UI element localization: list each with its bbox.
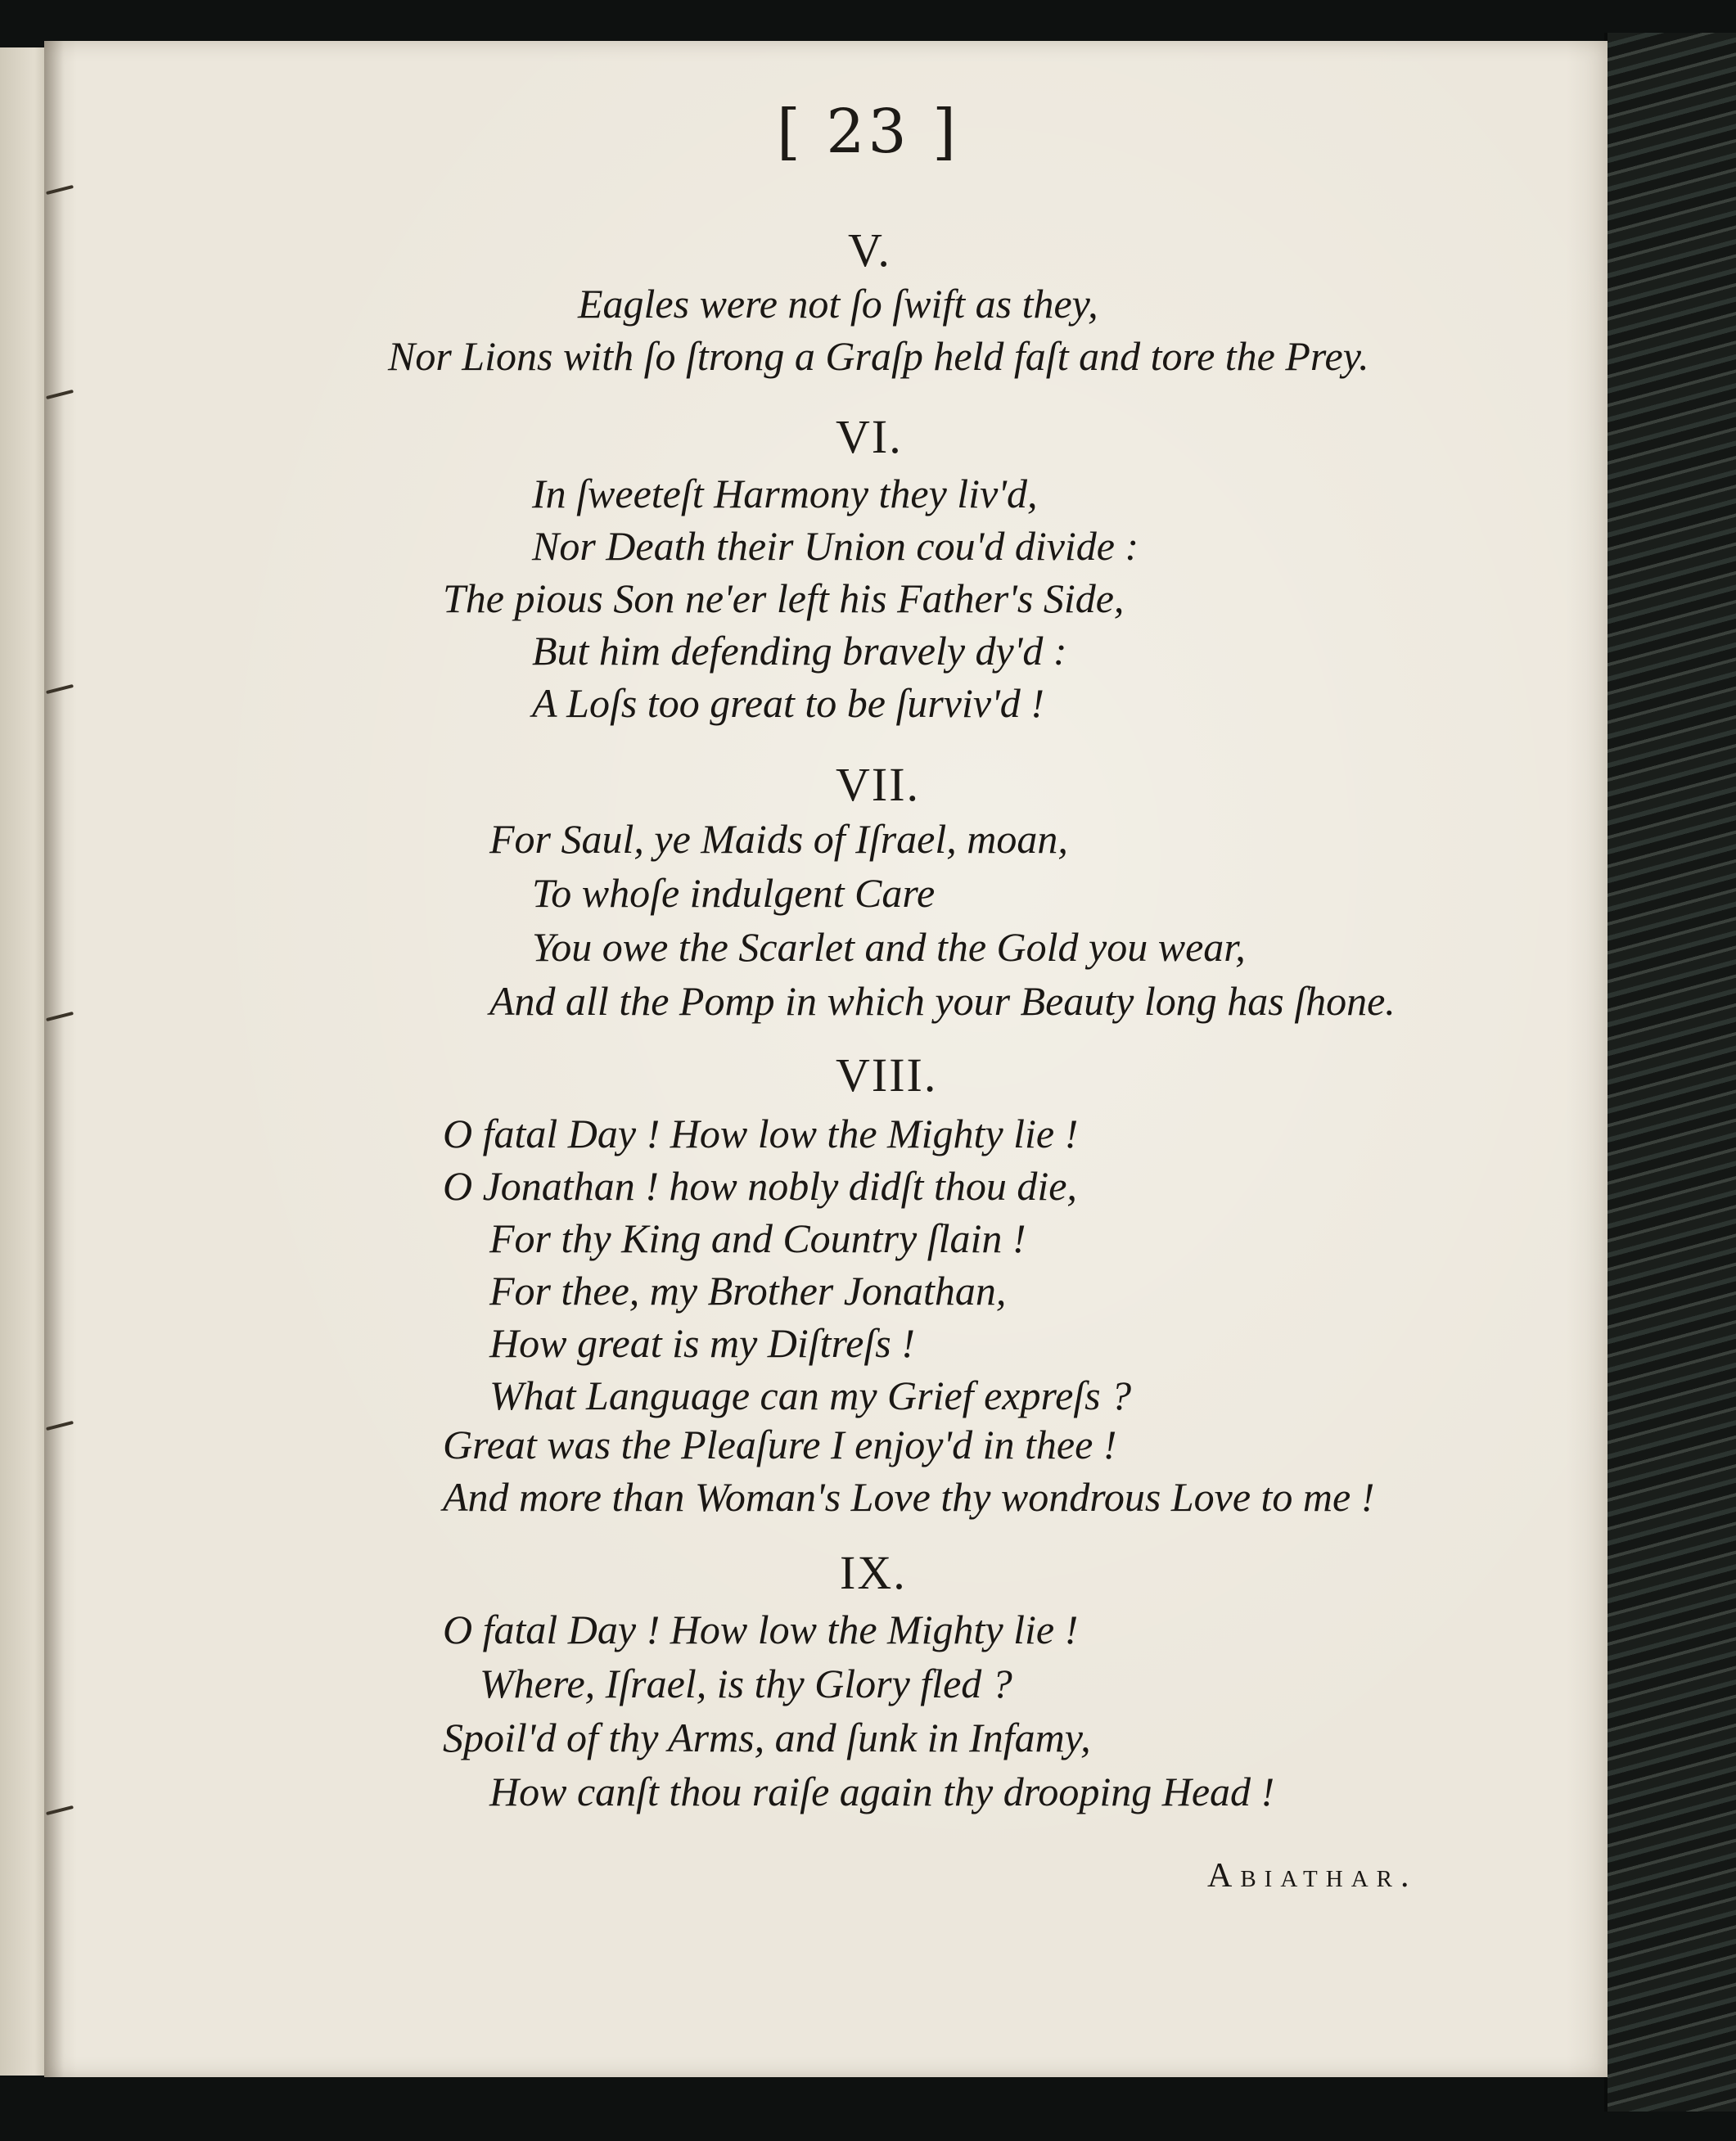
page-gutter (44, 41, 64, 2077)
verse-line: For Saul, ye Maids of Iſrael, moan, (489, 816, 1068, 862)
verse-line: And all the Pomp in which your Beauty long has ſhone. (489, 978, 1396, 1024)
verse-line: O fatal Day ! How low the Mighty lie ! (443, 1607, 1079, 1652)
verse-line: And more than Woman's Love thy wondrous Love to me ! (443, 1474, 1375, 1520)
stanza-numeral: IX. (840, 1546, 907, 1599)
page-number: [ 23 ] (777, 97, 959, 167)
stanza-numeral: VIII. (836, 1048, 938, 1102)
stanza-numeral: V. (848, 223, 891, 277)
verse-line: Where, Iſrael, is thy Glory fled ? (480, 1661, 1012, 1706)
verse-line: But him defending bravely dy'd : (532, 628, 1067, 674)
verse-line: How great is my Diſtreſs ! (489, 1320, 915, 1366)
verse-line: Nor Lions with ſo ſtrong a Graſp held faſt and tore the Prey. (388, 333, 1369, 379)
verse-line: Great was the Pleaſure I enjoy'd in thee ! (443, 1422, 1117, 1467)
verse-line: The pious Son ne'er left his Father's Side, (443, 575, 1125, 621)
book-cover-edge (1604, 33, 1736, 2112)
verse-line: In ſweeteſt Harmony they liv'd, (532, 471, 1038, 516)
verse-line: To whoſe indulgent Care (532, 870, 936, 916)
verse-line: What Language can my Grief expreſs ? (489, 1372, 1132, 1418)
stanza-numeral: VI. (836, 410, 903, 463)
verse-line: Eagles were not ſo ſwift as they, (578, 281, 1098, 327)
verse-line: How canſt thou raiſe again thy drooping Head ! (489, 1769, 1275, 1814)
verse-line: For thy King and Country ſlain ! (489, 1215, 1026, 1261)
stanza-numeral: VII. (836, 758, 921, 811)
verse-line: O Jonathan ! how nobly didſt thou die, (443, 1163, 1077, 1209)
verse-line: A Loſs too great to be ſurviv'd ! (532, 680, 1044, 726)
verse-line: For thee, my Brother Jonathan, (489, 1268, 1007, 1314)
speaker-signature: Abiathar. (1207, 1857, 1418, 1895)
left-page-edge (0, 47, 49, 2076)
verse-line: O fatal Day ! How low the Mighty lie ! (443, 1111, 1079, 1156)
verse-line: Spoil'd of thy Arms, and ſunk in Infamy, (443, 1715, 1091, 1760)
verse-line: Nor Death their Union cou'd divide : (532, 523, 1139, 569)
verse-line: You owe the Scarlet and the Gold you wear, (532, 924, 1246, 970)
